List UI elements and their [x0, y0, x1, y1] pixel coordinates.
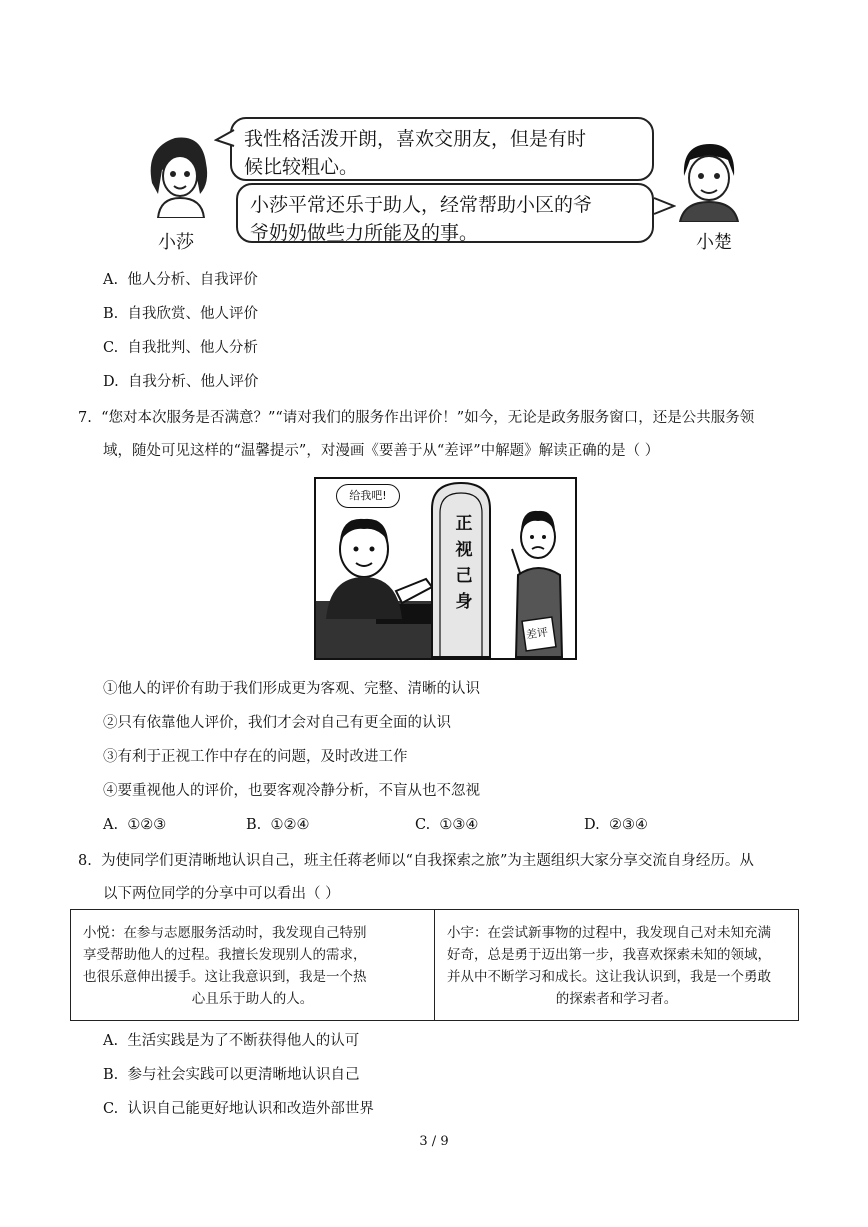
page-number: 3 / 9	[419, 1134, 449, 1149]
q8-stem-line2: 以下两位同学的分享中可以看出（ ）	[103, 886, 340, 902]
q7-statement-4: ④要重视他人的评价，也要客观冷静分析，不盲从也不忽视	[103, 783, 480, 799]
girl-name-label: 小莎	[158, 232, 194, 253]
q8-stem-line1: 8. 为使同学们更清晰地认识自己，班主任蒋老师以“自我探索之旅”为主题组织大家分享交流自身经历。从	[78, 853, 754, 869]
bad-review-paper-label: 差评	[525, 625, 549, 642]
q6-option-c: C. 自我批判、他人分析	[103, 340, 258, 356]
q6-option-a: A. 他人分析、自我评价	[103, 272, 258, 288]
speech-bubble-girl	[230, 117, 654, 181]
q7-statement-3: ③有利于正视工作中存在的问题，及时改进工作	[103, 749, 408, 765]
student-share-table	[70, 909, 799, 1021]
q7-statement-1: ①他人的评价有助于我们形成更为客观、完整、清晰的认识	[103, 681, 480, 697]
q7-option-c: C. ①③④	[415, 817, 479, 833]
share-cell-xiaoyu: 小宇：在尝试新事物的过程中，我发现自己对未知充满 好奇，总是勇于迈出第一步，我喜欢探索未知的领域， 并从中不断学习和成长。这让我认识到，我是一个勇敢 的探索者和学习者。	[435, 910, 799, 1021]
q8-option-c: C. 认识自己能更好地认识和改造外部世界	[103, 1101, 374, 1117]
boy-name-label: 小楚	[696, 232, 732, 253]
q7-option-d: D. ②③④	[584, 817, 648, 833]
bubble-line: 爷奶奶做些力所能及的事。	[250, 222, 479, 244]
q7-stem-line2: 域，随处可见这样的“温馨提示”，对漫画《要善于从“差评”中解题》解读正确的是（ ）	[103, 443, 660, 459]
boy-figure-icon	[670, 138, 748, 222]
share-cell-xiaoyue: 小悦：在参与志愿服务活动时，我发现自己特别 享受帮助他人的过程。我擅长发现别人的需求， 也很乐意伸出援手。这让我意识到，我是一个热 心且乐于助人的人。	[71, 910, 435, 1021]
q7-stem-line1: 7. “您对本次服务是否满意？”“请对我们的服务作出评价！”如今，无论是政务服务窗口，还是公共服务领	[78, 410, 755, 426]
comic-face-bad-review	[314, 477, 577, 660]
q6-option-d: D. 自我分析、他人评价	[103, 374, 259, 390]
q8-option-a: A. 生活实践是为了不断获得他人的认可	[103, 1033, 360, 1049]
speech-bubble-boy	[236, 183, 654, 243]
girl-figure-icon	[140, 128, 220, 218]
comic-speech-bubble: 给我吧!	[336, 484, 400, 508]
bubble-line: 我性格活泼开朗，喜欢交朋友，但是有时	[244, 128, 587, 150]
q7-option-a: A. ①②③	[103, 817, 167, 833]
q6-option-b: B. 自我欣赏、他人评价	[103, 306, 258, 322]
bubble-line: 小莎平常还乐于助人，经常帮助小区的爷	[250, 194, 593, 216]
bubble-tail-icon	[652, 196, 676, 216]
q7-option-b: B. ①②④	[246, 817, 310, 833]
q7-statement-2: ②只有依靠他人评价，我们才会对自己有更全面的认识	[103, 715, 451, 731]
q8-option-b: B. 参与社会实践可以更清晰地认识自己	[103, 1067, 360, 1083]
bubble-line: 候比较粗心。	[244, 156, 359, 178]
bubble-tail-icon	[214, 128, 236, 148]
sign-text: 正 视 己 身	[455, 514, 473, 612]
